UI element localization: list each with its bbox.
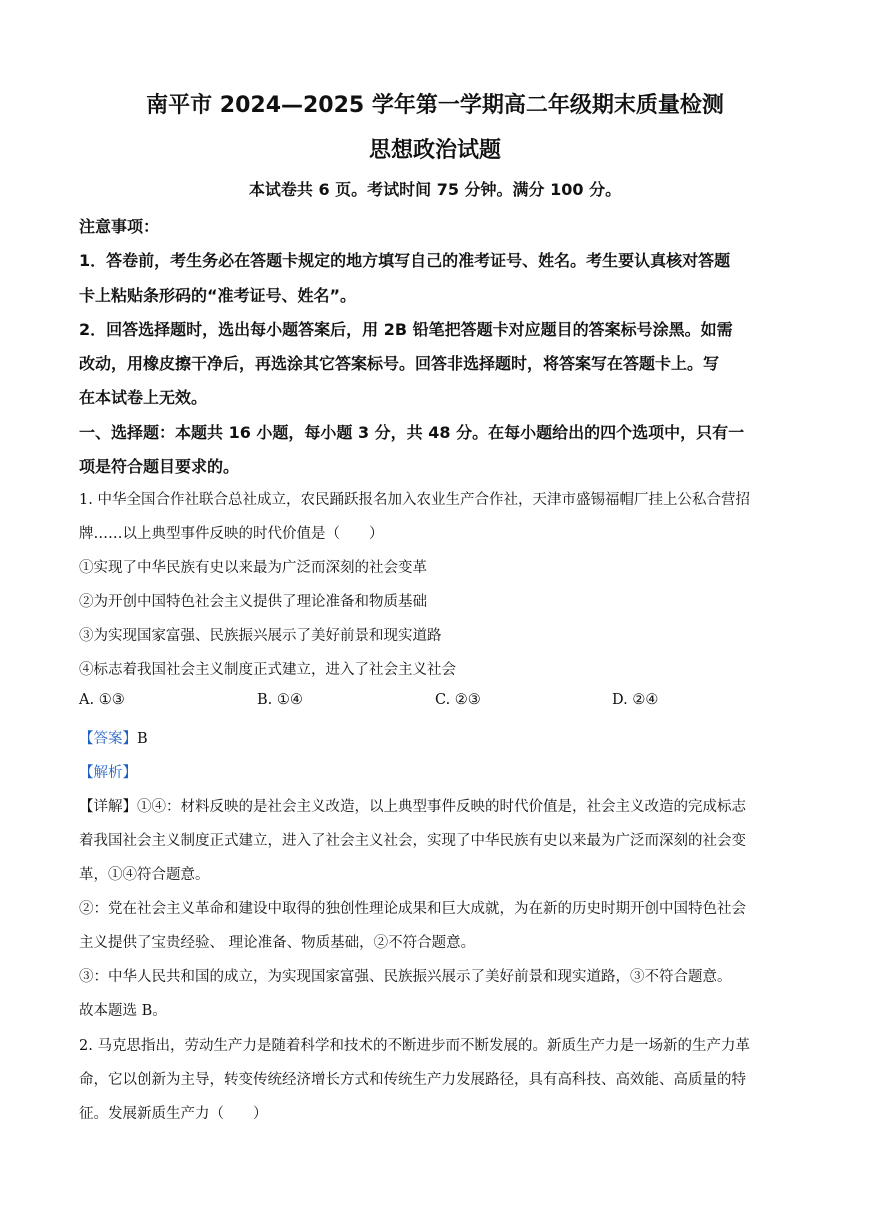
- q1-statement-2: ②为开创中国特色社会主义提供了理论准备和物质基础: [79, 594, 427, 610]
- notice-item-2-end: 在本试卷上无效。: [79, 388, 208, 407]
- notice-item-1: 1．答卷前，考生务必在答题卡规定的地方填写自己的准考证号、姓名。考生要认真核对答题: [79, 251, 731, 270]
- section-heading: 一、选择题：本题共 16 小题，每小题 3 分，共 48 分。在每小题给出的四个选项中，只有一: [79, 423, 745, 442]
- page-subtitle: 思想政治试题: [368, 138, 501, 163]
- notice-item-2: 2．回答选择题时，选出每小题答案后，用 2B 铅笔把答题卡对应题目的答案标号涂黑。如需: [79, 320, 733, 339]
- q1-option-c: C. ②③: [435, 692, 481, 708]
- q1-detail-end: 革，①④符合题意。: [79, 867, 210, 883]
- q1-detail-2-cont: 主义提供了宝贵经验、 理论准备、物质基础，②不符合题意。: [79, 935, 476, 951]
- analysis-tag: 【解析】: [79, 765, 137, 781]
- notice-item-1-cont: 卡上粘贴条形码的“准考证号、姓名”。: [79, 286, 357, 305]
- q1-answer-row: [79, 727, 148, 748]
- exam-meta: 本试卷共 6 页。考试时间 75 分钟。满分 100 分。: [248, 180, 622, 199]
- q1-statement-1: ①实现了中华民族有史以来最为广泛而深刻的社会变革: [79, 560, 427, 576]
- q1-option-a: A. ①③: [79, 692, 125, 708]
- section-heading-cont: 项是符合题目要求的。: [79, 457, 240, 476]
- notice-heading: 注意事项：: [79, 217, 160, 236]
- q1-option-d: D. ②④: [612, 692, 659, 708]
- answer-value: B: [137, 731, 148, 747]
- q2-stem-cont: 命，它以创新为主导，转变传统经济增长方式和传统生产力发展路径，具有高科技、高效能、高质量的特: [79, 1072, 746, 1088]
- page-title: 南平市 2024—2025 学年第一学期高二年级期末质量检测: [146, 93, 724, 118]
- q1-detail-row: [79, 795, 746, 816]
- q1-detail-cont: 着我国社会主义制度正式建立，进入了社会主义社会，实现了中华民族有史以来最为广泛而深刻的社会变: [79, 833, 746, 849]
- q1-option-b: B. ①④: [257, 692, 303, 708]
- q2-stem: 2. 马克思指出，劳动生产力是随着科学和技术的不断进步而不断发展的。新质生产力是一场新的生产力革: [79, 1038, 750, 1054]
- q1-detail-2: ②：党在社会主义革命和建设中取得的独创性理论成果和巨大成就，为在新的历史时期开创中国特色社会: [79, 901, 746, 917]
- detail-tag: 【详解】: [79, 799, 137, 815]
- q1-detail-3: ③：中华人民共和国的成立，为实现国家富强、民族振兴展示了美好前景和现实道路，③不符合题意。: [79, 969, 732, 985]
- q1-statement-3: ③为实现国家富强、民族振兴展示了美好前景和现实道路: [79, 628, 442, 644]
- q1-stem-cont: 牌……以上典型事件反映的时代价值是（ ）: [79, 526, 384, 542]
- q1-statement-4: ④标志着我国社会主义制度正式建立，进入了社会主义社会: [79, 662, 456, 678]
- answer-tag: 【答案】: [79, 731, 137, 747]
- notice-item-2-cont: 改动，用橡皮擦干净后，再选涂其它答案标号。回答非选择题时，将答案写在答题卡上。写: [79, 354, 720, 373]
- q1-conclusion: 故本题选 B。: [79, 1003, 167, 1019]
- q1-stem: 1. 中华全国合作社联合总社成立，农民踊跃报名加入农业生产合作社，天津市盛锡福帽厂挂上公私合营招: [79, 492, 750, 508]
- q2-stem-end: 征。发展新质生产力（ ）: [79, 1106, 268, 1122]
- detail-text: ①④：材料反映的是社会主义改造，以上典型事件反映的时代价值是，社会主义改造的完成标志: [137, 799, 746, 815]
- q1-analysis-row: [79, 761, 137, 782]
